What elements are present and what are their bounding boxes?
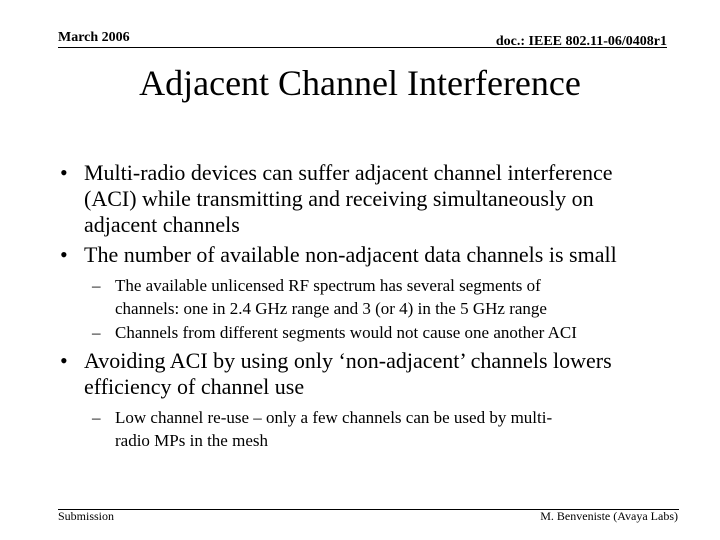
subbullet-line: Channels from different segments would not cause one another ACI [115, 323, 577, 342]
footer-author: M. Benveniste (Avaya Labs) [540, 509, 678, 523]
subbullet-text [115, 274, 655, 320]
bullet-marker: • [60, 348, 68, 373]
subbullet-marker: – [92, 276, 101, 295]
header-date: March 2006 [58, 30, 130, 45]
subbullet-line: The available unlicensed RF spectrum has several segments of [115, 276, 541, 295]
subbullet-marker: – [92, 408, 101, 427]
bullet-line: efficiency of channel use [84, 374, 305, 399]
slide-title: Adjacent Channel Interference [139, 63, 581, 103]
header-doc-id: doc.: IEEE 802.11-06/0408r1 [495, 34, 667, 49]
bullet-line: (ACI) while transmitting and receiving simultaneously on [84, 186, 594, 211]
subbullet-marker: – [92, 323, 101, 342]
subbullet-text [115, 321, 655, 344]
subbullet-line: channels: one in 2.4 GHz range and 3 (or 4) in the 5 GHz range [115, 299, 547, 318]
bullet-text [84, 242, 684, 268]
subbullet-line: Low channel re-use – only a few channels can be used by multi- [115, 408, 553, 427]
footer-submission: Submission [58, 509, 115, 523]
bullet-text [84, 348, 684, 400]
subbullet-line: radio MPs in the mesh [115, 431, 268, 450]
subbullet-text [115, 406, 655, 452]
bullet-marker: • [60, 160, 68, 185]
bullet-line: The number of available non-adjacent data channels is small [84, 242, 617, 267]
bullet-marker: • [60, 242, 68, 267]
bullet-line: Multi-radio devices can suffer adjacent channel interference [84, 160, 613, 185]
bullet-line: adjacent channels [84, 212, 240, 237]
bullet-text [84, 160, 684, 238]
bullet-line: Avoiding ACI by using only ‘non-adjacent’ channels lowers [84, 348, 612, 373]
